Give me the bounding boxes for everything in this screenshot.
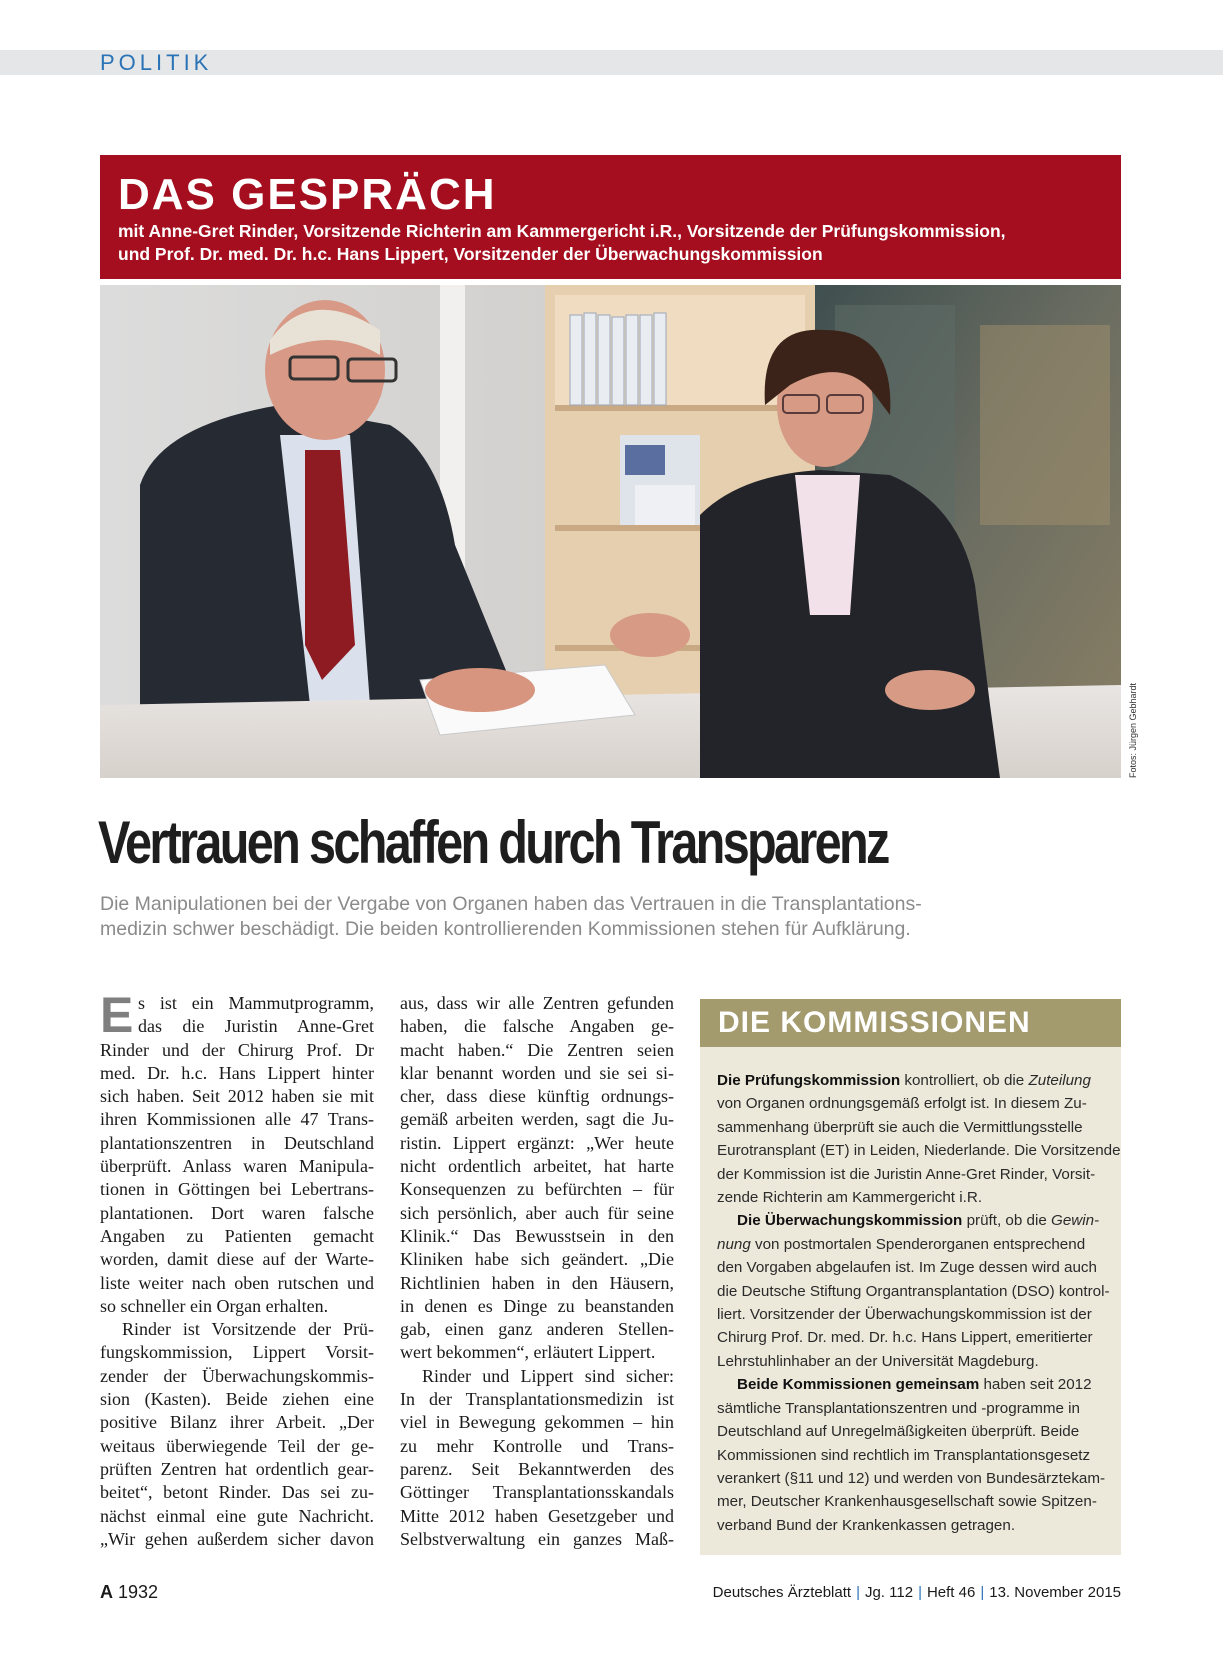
box-line (717, 1209, 1107, 1232)
body-line: cher, dass diese künftig ordnungs- (400, 1086, 674, 1107)
body-line: beitet“, betont Rinder. Das sei zu- (100, 1482, 374, 1503)
info-box-kommissionen (700, 999, 1121, 1555)
publication-info (713, 1584, 1121, 1601)
body-line: aus, dass wir alle Zentren gefunden (400, 993, 674, 1013)
separator: | (918, 1584, 922, 1601)
box-line (717, 1069, 1107, 1092)
box-line: mer, Deutscher Krankenhausgesellschaft sowie Spitzen- (717, 1493, 1097, 1511)
separator: | (856, 1584, 860, 1601)
body-line: haben, die falsche Angaben ge- (400, 1016, 674, 1037)
body-line: s ist ein Mammutprogramm, (138, 993, 374, 1013)
box-line (717, 1373, 1107, 1396)
box-line: zende Richterin am Kammergericht i.R. (717, 1189, 983, 1207)
body-line: Angaben zu Patienten gemacht (100, 1225, 374, 1246)
dropcap-row (100, 987, 374, 1043)
body-line: prüften Zentren hat ordentlich gear- (100, 1458, 374, 1479)
box-text: prüft, ob die (962, 1212, 1051, 1230)
box-line: Lehrstuhlinhaber an der Universität Magdeburg. (717, 1352, 1039, 1370)
article-column-left (100, 987, 374, 1551)
body-line: Rinder und Lippert sind sicher: (422, 1365, 674, 1386)
body-line: klar benannt worden und sie sei si- (400, 1062, 674, 1083)
box-term: Die Prüfungskommission (717, 1072, 901, 1089)
body-line: plantationen. Dort waren falsche (100, 1202, 374, 1223)
page-prefix: A (100, 1582, 113, 1602)
box-italic: Zuteilung (1028, 1072, 1091, 1089)
info-box-body (717, 1069, 1121, 1537)
body-line: nicht ordentlich arbeitet, hat harte (400, 1156, 674, 1177)
journal-name: Deutsches Ärzteblatt (712, 1584, 852, 1601)
interview-photo-illustration (100, 285, 1121, 778)
body-line: in denen es Dinge zu beanstanden (400, 1295, 674, 1316)
interview-banner (100, 155, 1121, 279)
box-line: sammenhang überprüft sie auch die Vermittlungsstelle (717, 1118, 1083, 1136)
box-text: kontrolliert, ob die (900, 1072, 1029, 1089)
body-line: parenz. Seit Bekanntwerden des (400, 1458, 674, 1479)
body-line: med. Dr. h.c. Hans Lippert hinter (100, 1062, 374, 1083)
body-line: positive Bilanz ihrer Arbeit. „Der (100, 1412, 374, 1433)
info-box-header (700, 999, 1121, 1047)
article-column-middle (400, 992, 674, 1551)
body-line: Richtlinien haben in den Häusern, (400, 1272, 674, 1293)
article-headline: Vertrauen schaffen durch Transparenz (98, 809, 888, 876)
body-line: Konsequenzen zu befürchten – für (400, 1179, 674, 1200)
body-line: Mitte 2012 haben Gesetzgeber und (400, 1505, 674, 1526)
body-line: Göttinger Transplantationsskandals (400, 1482, 674, 1503)
body-line: sich persönlich, aber auch für seine (400, 1202, 674, 1223)
box-italic: nung (717, 1235, 751, 1253)
body-line: das die Juristin Anne-Gret (138, 1016, 374, 1037)
box-line: Chirurg Prof. Dr. med. Dr. h.c. Hans Lippert, emeritierter (717, 1329, 1093, 1347)
body-line: sich haben. Seit 2012 haben sie mit (100, 1086, 374, 1107)
body-line: plantationszentren in Deutschland (100, 1132, 374, 1153)
body-line: worden, damit diese auf der Warte- (100, 1249, 374, 1270)
body-line: so schneller ein Organ erhalten. (100, 1295, 329, 1316)
body-line: liste weiter nach oben rutschen und (100, 1272, 374, 1293)
banner-title: DAS GESPRÄCH (118, 170, 497, 219)
body-line: ristin. Lippert ergänzt: „Wer heute (400, 1132, 674, 1153)
body-line: wert bekommen“, erläutert Lippert. (400, 1342, 656, 1363)
page-number (100, 1582, 158, 1603)
body-line: Rinder ist Vorsitzende der Prü- (122, 1319, 374, 1340)
box-line: die Deutsche Stiftung Organtransplantation (DSO) kontrol- (717, 1282, 1110, 1300)
body-line: nächst einmal eine gute Nachricht. (100, 1505, 374, 1526)
box-line: liert. Vorsitzender der Überwachungskommission ist der (717, 1306, 1092, 1324)
banner-subtitle (118, 220, 1108, 266)
body-line: Klinik.“ Das Bewusstsein in den (400, 1225, 674, 1246)
body-line: zender der Überwachungskommis- (100, 1365, 374, 1386)
drop-cap: E (100, 987, 134, 1043)
body-line: Rinder und der Chirurg Prof. Dr (100, 1039, 374, 1060)
body-line: tionen in Göttingen bei Lebertrans- (100, 1179, 374, 1200)
box-line: sämtliche Transplantationszentren und -programme in (717, 1399, 1080, 1417)
box-text: von postmortalen Spenderorganen entsprechend (750, 1235, 1086, 1253)
box-line: verankert (§11 und 12) und werden von Bundesärztekam- (717, 1469, 1106, 1487)
box-term: Die Überwachungskommission (737, 1212, 963, 1230)
banner-subtitle-line: mit Anne-Gret Rinder, Vorsitzende Richterin am Kammergericht i.R., Vorsitzende der Prüfungskommission, (118, 221, 1006, 241)
box-term: Beide Kommissionen gemeinsam (737, 1376, 980, 1394)
volume: Jg. 112 (864, 1584, 914, 1601)
issue-date: 13. November 2015 (989, 1584, 1121, 1601)
box-line: von Organen ordnungsgemäß erfolgt ist. In diesem Zu- (717, 1095, 1087, 1113)
info-box-title: DIE KOMMISSIONEN (718, 1006, 1031, 1039)
body-line: In der Transplantationsmedizin ist (400, 1389, 674, 1410)
article-standfirst (100, 892, 1100, 942)
standfirst-line: Die Manipulationen bei der Vergabe von Organen haben das Vertrauen in die Transplantations- (100, 893, 922, 915)
box-line (717, 1233, 1107, 1256)
body-line: „Wir gehen außerdem sicher davon (100, 1528, 374, 1549)
banner-subtitle-line: und Prof. Dr. med. Dr. h.c. Hans Lippert, Vorsitzender der Überwachungskommission (118, 244, 823, 264)
box-line: den Vorgaben abgelaufen ist. Im Zuge dessen wird auch (717, 1259, 1097, 1277)
body-line: macht haben.“ Die Zentren seien (400, 1039, 674, 1060)
body-line: sion (Kasten). Beide ziehen eine (100, 1389, 374, 1410)
box-line: Eurotransplant (ET) in Leiden, Niederlande. Die Vorsitzende (717, 1142, 1121, 1160)
body-line: weitaus überwiegende Teil der ge- (100, 1435, 374, 1456)
box-line: Deutschland auf Unregelmäßigkeiten überprüft. Beide (717, 1423, 1080, 1441)
separator: | (980, 1584, 985, 1601)
body-line: fungskommission, Lippert Vorsit- (100, 1342, 374, 1363)
body-line: gemäß arbeiten werden, sagt die Ju- (400, 1109, 674, 1130)
interview-photo (100, 285, 1121, 778)
section-label: POLITIK (100, 50, 213, 75)
body-line: überprüft. Anlass waren Manipula- (100, 1156, 374, 1177)
body-line: gab, einen ganz anderen Stellen- (400, 1319, 674, 1340)
body-line: zu mehr Kontrolle und Trans- (400, 1435, 674, 1456)
body-line: Kliniken habe sich geändert. „Die (400, 1249, 674, 1270)
box-line: verband Bund der Krankenkassen getragen. (717, 1516, 1016, 1534)
standfirst-line: medizin schwer beschädigt. Die beiden kontrollierenden Kommissionen stehen für Aufklärung. (100, 918, 911, 940)
body-line: Selbstverwaltung ein ganzes Maß- (400, 1528, 674, 1549)
box-line: der Kommission ist die Juristin Anne-Gret Rinder, Vorsit- (717, 1165, 1096, 1183)
box-text: haben seit 2012 (979, 1376, 1092, 1394)
issue: Heft 46 (926, 1584, 976, 1601)
body-line: ihren Kommissionen alle 47 Trans- (100, 1109, 374, 1130)
box-line: Kommissionen sind rechtlich im Transplantationsgesetz (717, 1446, 1091, 1464)
page-number-value: 1932 (118, 1582, 159, 1602)
box-italic: Gewin- (1051, 1212, 1100, 1230)
photo-credit: Fotos: Jürgen Gebhardt (1128, 682, 1138, 778)
body-line: viel in Bewegung gekommen – hin (400, 1412, 674, 1433)
